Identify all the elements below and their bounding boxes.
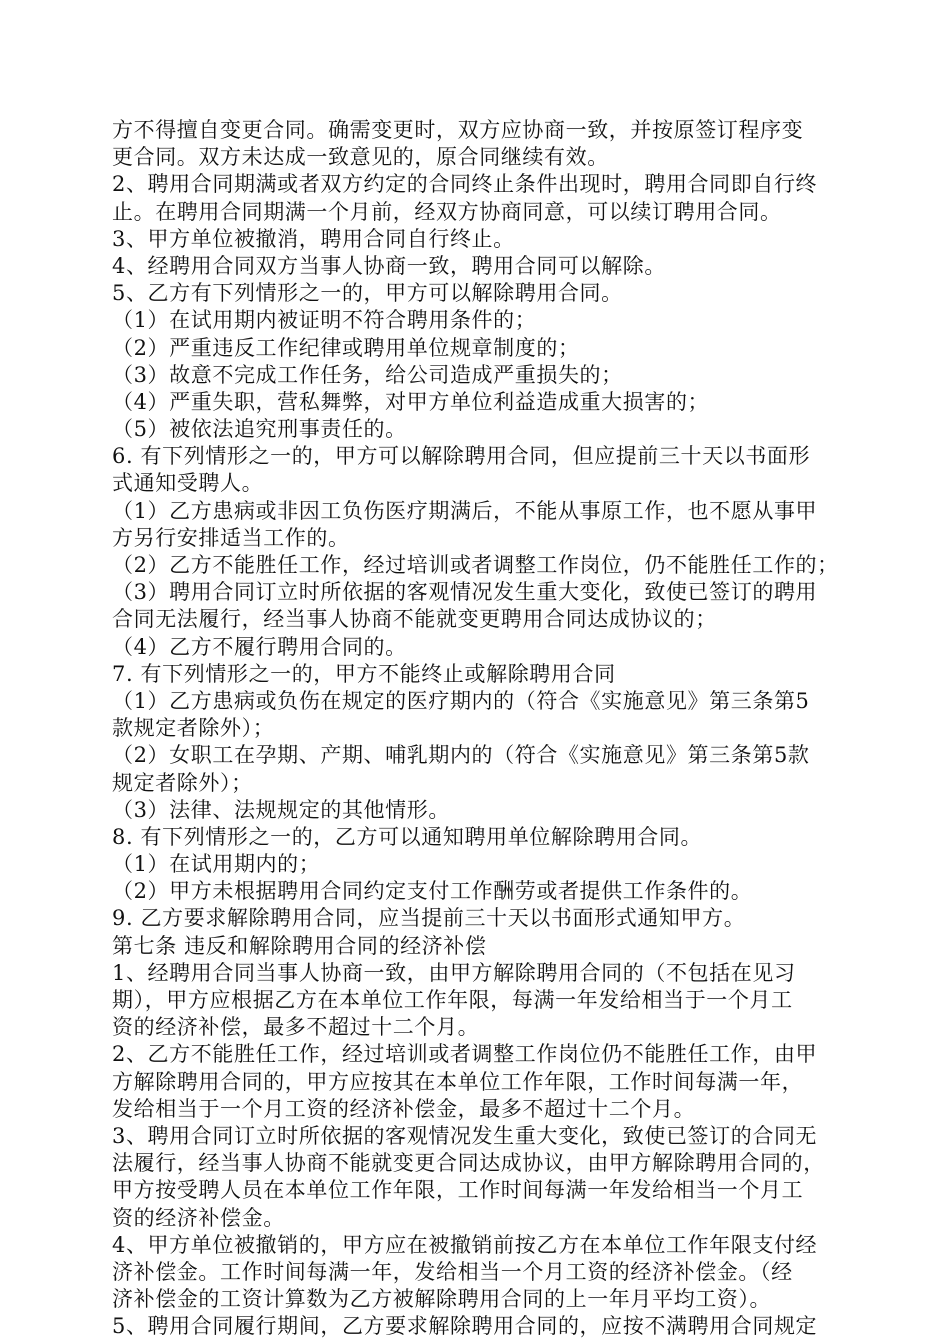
document-body (112, 117, 852, 1340)
document-line: （1）在试用期内的； (112, 852, 321, 877)
document-line: 方另行安排适当工作的。 (112, 525, 350, 550)
document-line: 方不得擅自变更合同。确需变更时，双方应协商一致，并按原签订程序变 (112, 118, 804, 142)
document-line: 8. 有下列情形之一的，乙方可以通知聘用单位解除聘用合同。 (112, 824, 703, 849)
document-line: （4）乙方不履行聘用合同的。 (112, 634, 407, 659)
document-line: 合同无法履行，经当事人协商不能就变更聘用合同达成协议的； (112, 607, 717, 632)
document-line: 式通知受聘人。 (112, 471, 264, 496)
document-line: （1）在试用期内被证明不符合聘用条件的； (112, 308, 537, 333)
document-line: 2、聘用合同期满或者双方约定的合同终止条件出现时，聘用合同即自行终 (112, 172, 818, 197)
document-line: 6. 有下列情形之一的，甲方可以解除聘用合同，但应提前三十天以书面形 (112, 444, 811, 469)
document-line: 7. 有下列情形之一的，甲方不能终止或解除聘用合同 (112, 661, 616, 686)
document-line: 4、经聘用合同双方当事人协商一致，聘用合同可以解除。 (112, 253, 666, 278)
document-line: 资的经济补偿金。 (112, 1205, 285, 1230)
document-line: 法履行，经当事人协商不能就变更合同达成协议，由甲方解除聘用合同的， (112, 1151, 825, 1176)
document-line: 资的经济补偿，最多不超过十二个月。 (112, 1015, 480, 1040)
document-line: 3、甲方单位被撤消，聘用合同自行终止。 (112, 226, 515, 251)
document-line: 第七条 违反和解除聘用合同的经济补偿 (112, 933, 487, 958)
document-line: 4、甲方单位被撤销的，甲方应在被撤销前按乙方在本单位工作年限支付经 (112, 1232, 818, 1257)
document-line: 济补偿金。工作时间每满一年，发给相当一个月工资的经济补偿金。（经 (112, 1259, 793, 1284)
document-line: 济补偿金的工资计算数为乙方被解除聘用合同的上一年月平均工资）。 (112, 1287, 772, 1312)
document-line: 方解除聘用合同的，甲方应按其在本单位工作年限，工作时间每满一年， (112, 1069, 804, 1094)
document-line: （2）女职工在孕期、产期、哺乳期内的（符合《实施意见》第三条第5款 (112, 743, 810, 768)
document-line: （2）甲方未根据聘用合同约定支付工作酬劳或者提供工作条件的。 (112, 879, 753, 904)
document-line: （2）严重违反工作纪律或聘用单位规章制度的； (112, 335, 580, 360)
document-line: 款规定者除外）； (112, 716, 275, 741)
document-line: （1）乙方患病或负伤在规定的医疗期内的（符合《实施意见》第三条第5 (112, 688, 810, 713)
document-line: 期），甲方应根据乙方在本单位工作年限，每满一年发给相当于一个月工 (112, 988, 793, 1012)
document-line: 更合同。双方未达成一致意见的，原合同继续有效。 (112, 145, 609, 170)
document-line: （1）乙方患病或非因工负伤医疗期满后，不能从事原工作，也不愿从事甲 (112, 498, 818, 523)
document-line: （4）严重失职，营私舞弊，对甲方单位利益造成重大损害的； (112, 389, 710, 414)
document-line: 甲方按受聘人员在本单位工作年限，工作时间每满一年发给相当一个月工 (112, 1178, 804, 1203)
document-line: （3）法律、法规规定的其他情形。 (112, 797, 450, 822)
document-line: 1、经聘用合同当事人协商一致，由甲方解除聘用合同的（不包括在见习 (112, 960, 796, 985)
document-line: 9. 乙方要求解除聘用合同，应当提前三十天以书面形式通知甲方。 (112, 906, 746, 931)
document-line: 发给相当于一个月工资的经济补偿金，最多不超过十二个月。 (112, 1096, 696, 1121)
document-line: 5、乙方有下列情形之一的，甲方可以解除聘用合同。 (112, 281, 623, 306)
document-line: 规定者除外）； (112, 770, 253, 795)
document-line: （2）乙方不能胜任工作，经过培训或者调整工作岗位，仍不能胜任工作的； (112, 553, 839, 577)
document-line: 止。在聘用合同期满一个月前，经双方协商同意，可以续订聘用合同。 (112, 199, 782, 224)
document-line: （3）故意不完成工作任务，给公司造成严重损失的； (112, 362, 623, 387)
document-line: 5、聘用合同履行期间，乙方要求解除聘用合同的，应按不满聘用合同规定 (112, 1314, 818, 1339)
document-line: （5）被依法追究刑事责任的。 (112, 417, 407, 442)
document-line: 3、聘用合同订立时所依据的客观情况发生重大变化，致使已签订的合同无 (112, 1123, 818, 1148)
document-line: 2、乙方不能胜任工作，经过培训或者调整工作岗位仍不能胜任工作，由甲 (112, 1042, 818, 1067)
document-line: （3）聘用合同订立时所依据的客观情况发生重大变化，致使已签订的聘用 (112, 580, 818, 605)
